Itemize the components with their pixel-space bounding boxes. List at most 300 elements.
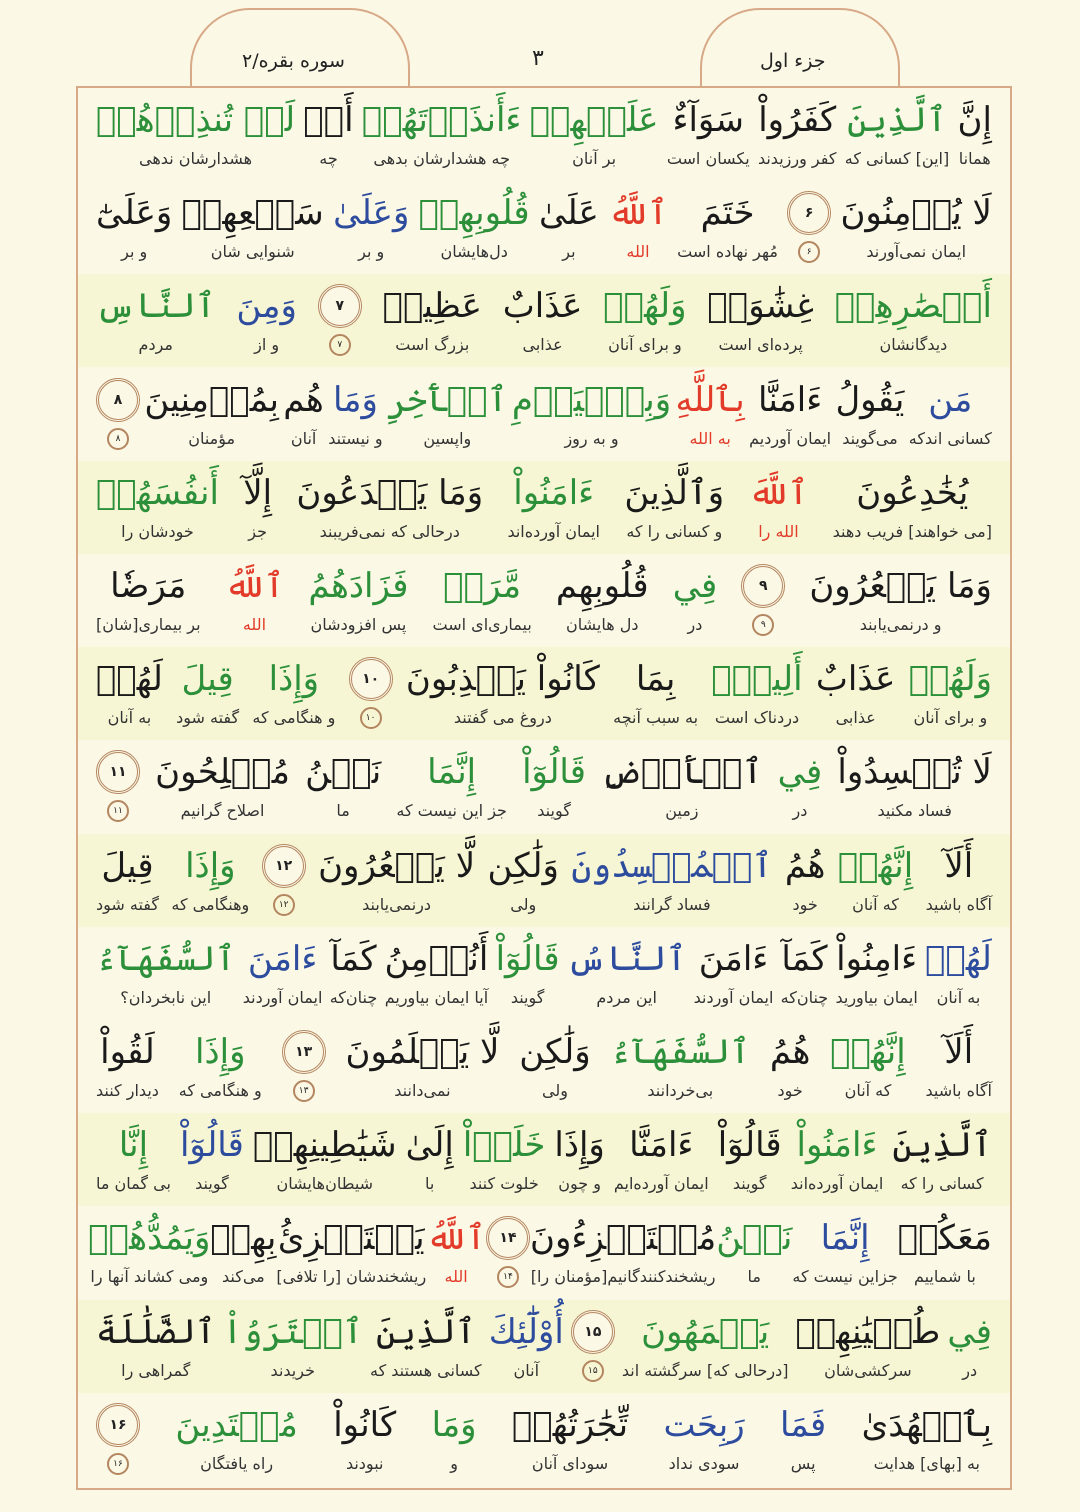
arabic-word: قَالُوٓاْ (717, 1125, 782, 1166)
persian-translation: به آنان (107, 708, 152, 728)
persian-translation: نمی‌دانند (394, 1081, 451, 1100)
arabic-word: فَزَادَهُمُ (308, 566, 409, 606)
persian-translation: آیا ایمان بیاوریم (384, 987, 489, 1007)
persian-translation: در (962, 1360, 978, 1380)
arabic-word: سَوَآءٌ (672, 100, 744, 140)
arabic-word: ٱلۡأٓخِرِ (387, 379, 508, 420)
arabic-word: غِشَٰوَةٞ (707, 286, 814, 327)
ayah-marker (787, 181, 831, 274)
word-pair (554, 1113, 604, 1206)
word-pair (96, 1113, 171, 1206)
word-pair (96, 274, 216, 367)
arabic-word: أُوْلَٰٓئِكَ (488, 1311, 564, 1352)
arabic-word: أَنُؤۡمِنُ (384, 938, 489, 979)
persian-translation: بی‌خردانند (647, 1081, 714, 1100)
word-pair (330, 927, 378, 1020)
persian-translation: و بر (358, 242, 385, 262)
arabic-word: عَلَىٰ (538, 193, 599, 234)
arabic-word: لَهُمۡ (925, 938, 992, 979)
ayah-number: ۱۳ (282, 1030, 326, 1074)
persian-translation: و کسانی را که (626, 521, 723, 541)
word-pair (223, 1300, 363, 1393)
word-pair (925, 927, 992, 1020)
persian-translation: گویند (195, 1174, 229, 1194)
verse-row (78, 647, 1010, 740)
persian-translation: درنمی‌یابند (362, 894, 432, 914)
arabic-word: يُخَٰدِعُونَ (856, 472, 969, 513)
word-pair (571, 834, 772, 927)
arabic-word: وَلَٰكِن (487, 845, 559, 886)
word-pair (96, 554, 201, 647)
arabic-word: عَظِيمٞ (382, 286, 482, 327)
persian-translation: خود (792, 894, 818, 914)
word-pair (180, 1113, 244, 1206)
arabic-word: فَمَا (780, 1404, 827, 1445)
persian-translation: ایمان آورده‌اند (507, 521, 600, 541)
persian-translation: به [بهای] هدایت (873, 1453, 980, 1473)
arabic-word: قِيلَ (101, 845, 154, 886)
ayah-marker (262, 834, 306, 927)
word-pair (253, 1113, 397, 1206)
word-pair (276, 1206, 426, 1299)
word-pair (383, 274, 482, 367)
word-pair (926, 1020, 992, 1113)
ayah-marker (486, 1206, 530, 1299)
arabic-word: تِّجَٰرَتُهُمۡ (511, 1404, 629, 1445)
arabic-word: ٱلَّذِينَ (892, 1125, 992, 1166)
word-pair (835, 927, 917, 1020)
arabic-word: إِنَّمَا (427, 752, 477, 793)
arabic-word: وَإِذَا (268, 659, 320, 700)
arabic-word: فِي (777, 752, 823, 793)
word-pair (522, 740, 586, 833)
persian-translation: ایمان آورده‌ایم (613, 1174, 709, 1194)
arabic-word: أَبۡصَٰرِهِمۡ (834, 286, 992, 327)
persian-translation: و هنگامی که (252, 708, 336, 728)
persian-translation: و برای آنان (608, 335, 682, 355)
persian-translation: واپسین (423, 428, 472, 448)
arabic-word: وَإِذَا (185, 845, 236, 886)
word-pair (88, 1206, 210, 1299)
arabic-word: ٱلۡمُفۡسِدُونَ (571, 845, 773, 886)
verse-row (78, 181, 1010, 274)
ayah-number-small: ۱۴ (497, 1266, 519, 1288)
persian-translation: چه هشدارشان بدهی (373, 149, 510, 168)
word-pair (711, 647, 802, 740)
verse-row (78, 1113, 1010, 1206)
verse-row (78, 88, 1010, 181)
persian-translation: در (687, 615, 703, 634)
word-pair (624, 461, 724, 554)
arabic-word: ٱللَّهُ (224, 566, 285, 606)
word-pair (792, 1206, 897, 1299)
persian-translation: بر بیماری[شان] (96, 615, 201, 634)
persian-translation: می‌کند (221, 1267, 265, 1287)
persian-translation: آگاه باشید (925, 894, 992, 914)
persian-translation: گویند (510, 987, 545, 1007)
persian-translation: ومی کشاند آنها را (90, 1267, 209, 1287)
persian-translation: [می خواهند] فریب دهند (832, 521, 992, 541)
arabic-word: وَمَا يَشۡعُرُونَ (809, 566, 992, 606)
persian-translation: دیدگانشان (879, 335, 948, 355)
verse-row (78, 554, 1010, 647)
arabic-word: هُم (283, 379, 324, 420)
persian-translation: بیماری‌ای است (432, 615, 532, 634)
word-pair (362, 88, 522, 181)
persian-translation: خلوت کنند (469, 1174, 539, 1194)
word-pair (328, 368, 382, 461)
word-pair (795, 1300, 940, 1393)
word-pair (308, 554, 408, 647)
persian-translation: آگاه باشید (925, 1081, 992, 1100)
arabic-word: ٱلَّذِينَ (847, 100, 947, 140)
persian-translation: الله (444, 1267, 468, 1287)
ayah-number-small: ۹ (752, 614, 774, 636)
persian-translation: و هنگامی که (178, 1081, 262, 1100)
word-pair (909, 647, 992, 740)
persian-translation: درحالی که نمی‌فریبند (319, 521, 460, 541)
persian-translation: الله (242, 615, 267, 634)
persian-translation: ریشخندکنندگانیم[مؤمنان را] (530, 1267, 716, 1287)
word-pair (845, 88, 949, 181)
arabic-word: بِهِمۡ (210, 1218, 277, 1259)
persian-translation: شنوایی شان (210, 242, 295, 262)
word-pair (406, 1113, 454, 1206)
arabic-word: مَن (928, 379, 973, 420)
persian-translation: آنان (513, 1360, 540, 1380)
arabic-word: ٱللَّهُ (426, 1218, 486, 1259)
word-pair (463, 1113, 546, 1206)
persian-translation: ولی (510, 894, 537, 914)
word-pair (835, 368, 904, 461)
ayah-number: ۱۱ (96, 750, 140, 794)
arabic-word: عَلَيۡهِمۡ (529, 100, 659, 140)
persian-translation: که آنان (852, 894, 899, 914)
word-pair (614, 1113, 709, 1206)
persian-translation: پرده‌ای است (718, 335, 803, 355)
word-pair (512, 1393, 628, 1486)
arabic-word: وَمَا (332, 379, 378, 420)
word-pair (677, 181, 778, 274)
persian-translation: چنان‌که (329, 987, 378, 1007)
word-pair (749, 461, 809, 554)
ayah-number-small: ۶ (798, 241, 820, 263)
word-pair (781, 927, 829, 1020)
word-pair (512, 368, 671, 461)
ayah-number: ۱۶ (96, 1403, 140, 1447)
word-pair (496, 927, 560, 1020)
ayah-number: ۱۴ (486, 1216, 530, 1260)
arabic-word: لَّا يَعۡلَمُونَ (345, 1032, 500, 1072)
verse-row (78, 834, 1010, 927)
word-pair (601, 740, 762, 833)
persian-translation: جز (248, 521, 268, 541)
word-pair (673, 554, 718, 647)
word-pair (283, 368, 324, 461)
persian-translation: در (792, 801, 808, 821)
persian-translation: دیدار کنند (96, 1081, 159, 1100)
persian-translation: و چون (558, 1174, 601, 1194)
word-pair (252, 647, 335, 740)
word-pair (898, 1206, 992, 1299)
arabic-word: وَإِذَا (195, 1032, 246, 1072)
arabic-word: ٱلَّذِينَ (376, 1311, 476, 1352)
word-pair (487, 834, 558, 927)
word-pair (96, 927, 235, 1020)
ayah-marker (318, 274, 362, 367)
persian-translation: این مردم (596, 987, 657, 1007)
ayah-marker (571, 1300, 615, 1393)
word-pair (96, 1300, 216, 1393)
persian-translation: می‌گویند (842, 428, 898, 448)
ayah-number: ۱۲ (262, 844, 306, 888)
arabic-word: وَٱلَّذِينَ (624, 472, 725, 513)
ayah-number: ۷ (318, 284, 362, 328)
persian-translation: با (425, 1174, 435, 1194)
arabic-word: ءَامَنَّا (629, 1125, 694, 1166)
surah-label: سوره بقره/۲ (242, 50, 345, 72)
persian-translation: کفر ورزیدند (757, 149, 837, 168)
persian-translation: گمراهی را (121, 1360, 191, 1380)
ayah-marker (96, 1393, 140, 1486)
arabic-word: ٱلۡأَرۡضِ (601, 752, 763, 793)
ayah-marker (282, 1020, 326, 1113)
arabic-word: أَمۡ (303, 100, 354, 140)
ayah-number-small: ۱۵ (582, 1360, 604, 1382)
arabic-word: كَمَآ (330, 938, 377, 979)
ayah-number-small: ۱۰ (360, 707, 382, 729)
persian-translation: فساد گرانند (633, 894, 711, 914)
persian-translation: گویند (537, 801, 571, 821)
arabic-word: يَسۡتَهۡزِئُ (277, 1218, 425, 1259)
word-pair (909, 368, 992, 461)
arabic-word: إِلَىٰ (405, 1125, 454, 1166)
arabic-word: وَعَلَىٰ (333, 193, 410, 234)
word-pair (305, 740, 381, 833)
word-pair (519, 1020, 590, 1113)
arabic-word: ٱلسُّفَهَآءُ (96, 938, 236, 979)
arabic-word: أَنفُسَهُمۡ (96, 472, 219, 513)
persian-translation: الله (626, 242, 650, 262)
word-pair (396, 740, 507, 833)
word-pair (96, 1020, 159, 1113)
verse-row (78, 927, 1010, 1020)
persian-translation: به الله (689, 428, 731, 448)
persian-translation: چه (319, 149, 338, 168)
persian-translation: خود (777, 1081, 803, 1100)
arabic-word: رَبِحَت (663, 1404, 745, 1445)
word-pair (176, 647, 239, 740)
verse-row (78, 274, 1010, 367)
word-pair (676, 368, 745, 461)
arabic-word: قُلُوبِهِمۡ (418, 193, 530, 234)
verse-row (78, 1206, 1010, 1299)
verse-rows (78, 88, 1010, 1488)
arabic-word: لَّا يَشۡعُرُونَ (318, 845, 476, 886)
arabic-word: يَعۡمَهُونَ (641, 1311, 770, 1352)
word-pair (530, 1206, 716, 1299)
verse-row (78, 740, 1010, 833)
ayah-marker (741, 554, 785, 647)
word-pair (507, 461, 600, 554)
arabic-word: ٱلسُّفَهَآءُ (610, 1032, 750, 1072)
word-pair (707, 274, 813, 367)
persian-translation: مردم (138, 335, 173, 355)
word-pair (770, 1020, 811, 1113)
word-pair (333, 181, 409, 274)
arabic-word: لَمۡ تُنذِرۡهُمۡ (96, 100, 296, 140)
persian-translation: این نابخردان؟ (120, 987, 212, 1007)
word-pair (667, 88, 750, 181)
arabic-word: إِنَّ (957, 100, 992, 140)
ayah-number: ۱۰ (349, 657, 393, 701)
ayah-number-small: ۱۶ (107, 1453, 129, 1475)
word-pair (862, 1393, 992, 1486)
word-pair (333, 1393, 396, 1486)
arabic-word: مَرَضٗا (110, 566, 187, 606)
persian-translation: ریشخندشان [را تلافی] (276, 1267, 427, 1287)
arabic-word: سَمۡعِهِمۡ (181, 193, 324, 234)
persian-translation: دروغ می گفتند (453, 708, 552, 728)
persian-translation: پس افزودشان (310, 615, 407, 634)
persian-translation: ایمان آوردند (242, 987, 323, 1007)
arabic-word: مُصۡلِحُونَ (155, 752, 290, 793)
persian-translation: پس (790, 1453, 816, 1473)
arabic-word: وَيَمُدُّهُمۡ (88, 1218, 211, 1259)
arabic-word: كَمَآ (781, 938, 828, 979)
persian-translation: دل هایشان (566, 615, 639, 634)
ayah-number-small: ۱۲ (273, 894, 295, 916)
word-pair (758, 88, 837, 181)
persian-translation: عذابی (835, 708, 876, 728)
persian-translation: سرکشی‌شان (824, 1360, 912, 1380)
persian-translation: زمین (665, 801, 699, 821)
word-pair (785, 834, 826, 927)
ayah-marker (349, 647, 393, 740)
ayah-marker (96, 740, 140, 833)
word-pair (144, 368, 279, 461)
arabic-word: كَانُواْ يَكۡذِبُونَ (405, 659, 600, 700)
word-pair (96, 461, 219, 554)
arabic-word: قُلُوبِهِم (555, 566, 649, 606)
persian-translation: و به روز (564, 428, 619, 448)
ayah-number-small: ۱۱ (107, 800, 129, 822)
arabic-word: ءَامَنَ (247, 938, 318, 979)
word-pair (182, 181, 324, 274)
arabic-word: مُسۡتَهۡزِءُونَ (529, 1218, 717, 1259)
arabic-word: إِنَّهُمۡ (830, 1032, 906, 1072)
word-pair (210, 1206, 276, 1299)
word-pair (539, 181, 599, 274)
word-pair (225, 554, 285, 647)
arabic-word: ءَامَنُواْ (513, 472, 595, 513)
arabic-word: قَالُوٓاْ (495, 938, 560, 979)
juz-label: جزء اول (760, 50, 826, 72)
persian-translation: کسانی هستند که (369, 1360, 482, 1380)
persian-translation: اصلاح گرانیم (180, 801, 265, 821)
persian-translation: ایمان بیاورید (835, 987, 918, 1007)
ayah-number-small: ۸ (107, 428, 129, 450)
persian-translation: و از (254, 335, 280, 355)
word-pair (749, 368, 831, 461)
word-pair (155, 740, 290, 833)
arabic-word: قِيلَ (181, 659, 234, 700)
word-pair (243, 461, 272, 554)
arabic-word: بِٱللَّهِ (675, 379, 745, 420)
persian-translation: مُهر نهاده است (677, 242, 778, 262)
arabic-word: إِنَّمَا (820, 1218, 870, 1259)
arabic-word: وَمَا يَخۡدَعُونَ (296, 472, 484, 513)
word-pair (96, 647, 163, 740)
persian-translation: ایمان آوردند (693, 987, 774, 1007)
arabic-word: طُغۡيَٰنِهِمۡ (795, 1311, 941, 1352)
arabic-word: عَذَابٌ (502, 286, 583, 327)
word-pair (791, 1113, 884, 1206)
word-pair (611, 1020, 750, 1113)
ayah-number: ۹ (741, 564, 785, 608)
arabic-word: قَالُوٓاْ (522, 752, 587, 793)
persian-translation: [درحالی که] سرگشته اند (621, 1360, 789, 1380)
persian-translation: گویند (732, 1174, 767, 1194)
arabic-word: يَقُولُ (835, 379, 905, 420)
persian-translation: جز این نیست که (396, 801, 507, 821)
arabic-word: وَبِٱلۡيَوۡمِ (511, 379, 672, 420)
word-pair (833, 461, 992, 554)
word-pair (385, 927, 489, 1020)
word-pair (622, 1300, 789, 1393)
persian-translation: ایمان آوردیم (749, 428, 832, 448)
arabic-word: ٱشۡتَرَوُاْ (222, 1311, 363, 1352)
word-pair (489, 1300, 564, 1393)
arabic-word: مَعَكُمۡ (897, 1218, 992, 1259)
ayah-number-small: ۷ (329, 334, 351, 356)
persian-translation: راه یافتگان (200, 1453, 274, 1473)
persian-translation: آنان (290, 428, 317, 448)
arabic-word: ٱلضَّلَٰلَةَ (96, 1311, 216, 1352)
persian-translation: ایمان نمی‌آورند (866, 242, 967, 262)
word-pair (830, 1020, 905, 1113)
persian-translation: خودشان را (121, 521, 194, 541)
arabic-word: شَيَٰطِينِهِمۡ (252, 1125, 397, 1166)
arabic-word: ءَامَنَّا (757, 379, 823, 420)
persian-translation: کسانی را که (900, 1174, 984, 1194)
persian-translation: ما (747, 1267, 761, 1287)
arabic-word: إِلَّآ (243, 472, 273, 513)
persian-translation: که آنان (844, 1081, 892, 1100)
arabic-word: بِٱلۡهُدَىٰ (861, 1404, 992, 1445)
arabic-word: ٱلنَّاسِ (96, 286, 216, 327)
arabic-word: ٱللَّهُ (608, 193, 668, 234)
word-pair (718, 1113, 782, 1206)
word-pair (433, 554, 532, 647)
word-pair (840, 181, 991, 274)
word-pair (663, 1393, 744, 1486)
arabic-word: مُهۡتَدِينَ (175, 1404, 298, 1445)
word-pair (603, 274, 686, 367)
persian-translation: هشدارشان ندهی (139, 149, 253, 168)
persian-translation: وهنگامی که (171, 894, 250, 914)
arabic-word: هُمُ (769, 1032, 811, 1072)
verse-row (78, 368, 1010, 461)
word-pair (96, 834, 159, 927)
arabic-word: بِمَا (635, 659, 676, 700)
persian-translation: سودی نداد (668, 1453, 740, 1473)
persian-translation: و درنمی‌یابند (859, 615, 942, 634)
word-pair (406, 647, 600, 740)
persian-translation: گفته شود (96, 894, 159, 914)
persian-translation: مؤمنان (188, 428, 236, 448)
word-pair (613, 647, 698, 740)
